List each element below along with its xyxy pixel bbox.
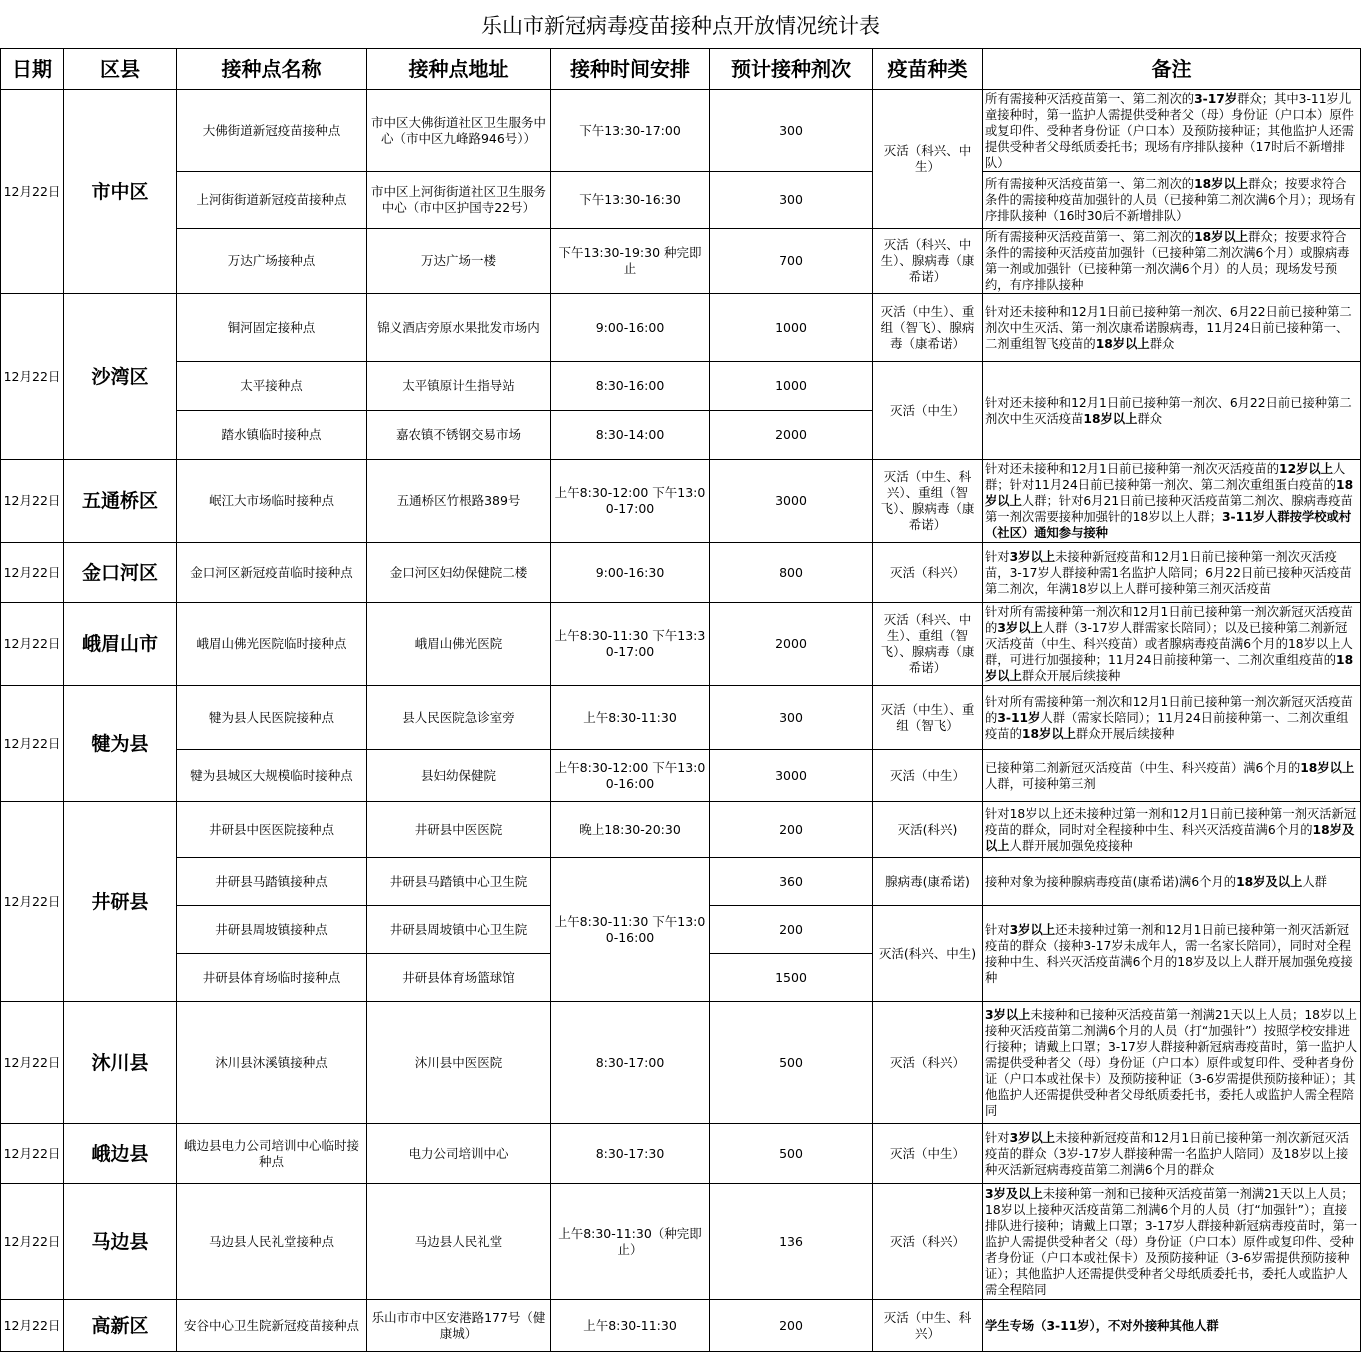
schedule-cell: 8:30-17:00 — [551, 1002, 710, 1124]
schedule-cell: 9:00-16:00 — [551, 294, 710, 362]
doses-cell: 1000 — [710, 294, 873, 362]
note-emphasis: 3-11岁 — [997, 710, 1041, 725]
schedule-cell: 下午13:30-19:30 种完即止 — [551, 229, 710, 294]
notes-cell — [983, 686, 1361, 750]
schedule-cell: 下午13:30-17:00 — [551, 90, 710, 172]
doses-cell: 3000 — [710, 750, 873, 802]
schedule-cell: 下午13:30-16:30 — [551, 172, 710, 229]
site-address-cell: 万达广场一楼 — [367, 229, 551, 294]
note-emphasis: 3岁以上 — [1009, 1130, 1056, 1145]
vaccine-cell: 腺病毒(康希诺) — [873, 858, 983, 906]
doses-cell: 500 — [710, 1124, 873, 1184]
table-row — [1, 460, 1361, 543]
table-row — [1, 858, 1361, 906]
schedule-cell: 上午8:30-11:30 — [551, 1300, 710, 1352]
schedule-cell: 上午8:30-12:00 下午13:00-16:00 — [551, 750, 710, 802]
schedule-cell: 晚上18:30-20:30 — [551, 802, 710, 858]
note-text: 人群，可接种第三剂 — [985, 776, 1096, 791]
note-text: 群众 — [1137, 411, 1163, 426]
date-cell: 12月22日 — [1, 1002, 64, 1124]
schedule-cell: 上午8:30-11:30 — [551, 686, 710, 750]
note-emphasis: 学生专场（3-11岁），不对外接种其他人群 — [985, 1318, 1219, 1333]
site-name-cell: 井研县周坡镇接种点 — [177, 906, 367, 954]
notes-cell — [983, 172, 1361, 229]
notes-cell — [983, 750, 1361, 802]
notes-cell — [983, 543, 1361, 603]
date-cell: 12月22日 — [1, 90, 64, 294]
note-text: 所有需接种灭活疫苗第一、第二剂次的 — [985, 91, 1195, 106]
site-address-cell: 县妇幼保健院 — [367, 750, 551, 802]
schedule-cell: 9:00-16:30 — [551, 543, 710, 603]
schedule-cell: 上午8:30-11:30 下午13:00-16:00 — [551, 858, 710, 1002]
note-emphasis: 18岁以上 — [1021, 726, 1076, 741]
site-address-cell: 锦义酒店旁原水果批发市场内 — [367, 294, 551, 362]
table-body — [1, 90, 1361, 1352]
site-name-cell: 岷江大市场临时接种点 — [177, 460, 367, 543]
district-cell: 五通桥区 — [64, 460, 177, 543]
notes-cell — [983, 229, 1361, 294]
date-cell: 12月22日 — [1, 294, 64, 460]
site-name-cell: 马边县人民礼堂接种点 — [177, 1184, 367, 1300]
note-emphasis: 3岁以上 — [985, 1007, 1031, 1022]
site-name-cell: 犍为县人民医院接种点 — [177, 686, 367, 750]
page-title: 乐山市新冠病毒疫苗接种点开放情况统计表 — [481, 14, 880, 38]
note-text: 已接种第二剂新冠灭活疫苗（中生、科兴疫苗）满6个月的 — [985, 760, 1301, 775]
note-text: 所有需接种灭活疫苗第一、第二剂次的 — [985, 230, 1195, 244]
note-emphasis: 12岁以上 — [1279, 462, 1334, 476]
vaccine-cell: 灭活（科兴） — [873, 1184, 983, 1300]
note-text: 人群；针对6月21日前已接种灭活疫苗第二剂次、腺病毒疫苗第一剂次需要接种加强针的18岁以上人群； — [985, 494, 1353, 524]
note-text: 针对所有需接种第一剂次和12月1日前已接种第一剂次新冠灭活疫苗的 — [985, 694, 1353, 725]
vaccine-cell: 灭活（中生）、重组（智飞）、腺病毒（康希诺） — [873, 294, 983, 362]
table-row — [1, 543, 1361, 603]
note-text: 针对 — [985, 922, 1010, 937]
note-text: 针对 — [985, 549, 1010, 564]
table-row — [1, 294, 1361, 362]
header-notes: 备注 — [983, 49, 1361, 90]
note-text: 人群 — [1302, 874, 1327, 889]
note-text: 还未接种过第一剂和12月1日前已接种第一剂灭活新冠疫苗的群众（接种3-17岁未成年人，需一名家长陪同），同时对全程接种中生、科兴灭活疫苗满6个月的18岁及以上人群开展加强免疫接种 — [985, 922, 1353, 985]
vaccine-cell: 灭活(科兴、中生) — [873, 906, 983, 1002]
date-cell: 12月22日 — [1, 603, 64, 686]
district-cell: 峨边县 — [64, 1124, 177, 1184]
note-emphasis: 18岁以上 — [985, 653, 1354, 683]
site-name-cell: 峨眉山佛光医院临时接种点 — [177, 603, 367, 686]
notes-cell — [983, 802, 1361, 858]
note-text: 群众；按要求符合条件的需接种疫苗加强针的人员（已接种第二剂次满6个月）；现场有序排队接种（16时30后不新增排队） — [985, 177, 1356, 223]
doses-cell: 300 — [710, 90, 873, 172]
date-cell: 12月22日 — [1, 460, 64, 543]
site-address-cell: 井研县中医医院 — [367, 802, 551, 858]
note-emphasis: 18岁以上 — [1083, 411, 1138, 426]
notes-cell — [983, 1184, 1361, 1300]
site-name-cell: 上河街街道新冠疫苗接种点 — [177, 172, 367, 229]
site-name-cell: 峨边县电力公司培训中心临时接种点 — [177, 1124, 367, 1184]
notes-cell — [983, 90, 1361, 172]
date-cell: 12月22日 — [1, 1300, 64, 1352]
district-cell: 井研县 — [64, 802, 177, 1002]
site-address-cell: 县人民医院急诊室旁 — [367, 686, 551, 750]
site-address-cell: 峨眉山佛光医院 — [367, 603, 551, 686]
table-row — [1, 1002, 1361, 1124]
site-name-cell: 大佛街道新冠疫苗接种点 — [177, 90, 367, 172]
site-name-cell: 犍为县城区大规模临时接种点 — [177, 750, 367, 802]
header-doses: 预计接种剂次 — [710, 49, 873, 90]
site-address-cell: 电力公司培训中心 — [367, 1124, 551, 1184]
vaccine-cell: 灭活（中生） — [873, 362, 983, 460]
notes-cell — [983, 362, 1361, 460]
notes-cell — [983, 294, 1361, 362]
vaccine-cell: 灭活(科兴) — [873, 802, 983, 858]
note-text: 未接种新冠疫苗和12月1日前已接种第一剂次新冠灭活疫苗的群众（3岁-17岁人群接种需一名监护人陪同）及18岁以上接种灭活新冠病毒疫苗第二剂满6个月的群众 — [985, 1130, 1350, 1177]
header-vaccine: 疫苗种类 — [873, 49, 983, 90]
doses-cell: 800 — [710, 543, 873, 603]
note-text: 未接种新冠疫苗和12月1日前已接种第一剂次灭活疫苗，3-17岁人群接种需1名监护人陪同；6月22日前已接种灭活疫苗第二剂次，年满18岁以上人群可接种第三剂灭活疫苗 — [985, 549, 1352, 596]
table-row — [1, 229, 1361, 294]
doses-cell: 200 — [710, 906, 873, 954]
site-address-cell: 马边县人民礼堂 — [367, 1184, 551, 1300]
vaccine-cell: 灭活（科兴、中生）、重组（智飞）、腺病毒（康希诺） — [873, 603, 983, 686]
vaccine-cell: 灭活（中生、科兴）、重组（智飞）、腺病毒（康希诺） — [873, 460, 983, 543]
doses-cell: 360 — [710, 858, 873, 906]
date-cell: 12月22日 — [1, 686, 64, 802]
district-cell: 犍为县 — [64, 686, 177, 802]
site-address-cell: 金口河区妇幼保健院二楼 — [367, 543, 551, 603]
site-address-cell: 井研县体育场篮球馆 — [367, 954, 551, 1002]
site-address-cell: 井研县马踏镇中心卫生院 — [367, 858, 551, 906]
header-district: 区县 — [64, 49, 177, 90]
site-name-cell: 井研县马踏镇接种点 — [177, 858, 367, 906]
note-emphasis: 18岁以上 — [1095, 336, 1150, 351]
site-name-cell: 万达广场接种点 — [177, 229, 367, 294]
date-cell: 12月22日 — [1, 1184, 64, 1300]
site-name-cell: 安谷中心卫生院新冠疫苗接种点 — [177, 1300, 367, 1352]
district-cell: 沙湾区 — [64, 294, 177, 460]
site-address-cell: 市中区大佛街道社区卫生服务中心（市中区九峰路946号）） — [367, 90, 551, 172]
vaccine-cell: 灭活（科兴、中生）、腺病毒（康希诺） — [873, 229, 983, 294]
schedule-cell: 上午8:30-11:30 下午13:30-17:00 — [551, 603, 710, 686]
note-emphasis: 18岁以上 — [985, 478, 1354, 508]
note-emphasis: 18岁以上 — [1194, 230, 1249, 244]
note-emphasis: 3岁及以上 — [985, 1186, 1043, 1201]
doses-cell: 2000 — [710, 411, 873, 460]
note-text: 群众 — [1149, 336, 1175, 351]
header-date: 日期 — [1, 49, 64, 90]
header-schedule: 接种时间安排 — [551, 49, 710, 90]
note-text: 针对所有需接种第一剂次和12月1日前已接种第一剂次新冠灭活疫苗的 — [985, 605, 1353, 635]
site-name-cell: 沐川县沐溪镇接种点 — [177, 1002, 367, 1124]
note-text: 人群；针对11月24日前已接种第一剂次、第二剂次重组蛋白疫苗的 — [985, 462, 1346, 492]
site-name-cell: 太平接种点 — [177, 362, 367, 411]
note-emphasis: 3-17岁 — [1194, 91, 1238, 106]
district-cell: 沐川县 — [64, 1002, 177, 1124]
note-text: 群众；按要求符合条件的需接种灭活疫苗加强针（已接种第二剂次满6个月）或腺病毒第一剂或加强针（已接种第一剂次满6个月）的人员；现场发号预约，有序排队接种 — [985, 230, 1350, 292]
note-text: 接种对象为接种腺病毒疫苗(康希诺)满6个月的 — [985, 874, 1237, 889]
doses-cell: 300 — [710, 686, 873, 750]
note-emphasis: 3岁以上 — [997, 621, 1043, 635]
table-row — [1, 750, 1361, 802]
date-cell: 12月22日 — [1, 1124, 64, 1184]
doses-cell: 2000 — [710, 603, 873, 686]
district-cell: 金口河区 — [64, 543, 177, 603]
table-row — [1, 1184, 1361, 1300]
schedule-cell: 上午8:30-11:30（种完即止） — [551, 1184, 710, 1300]
table-row — [1, 362, 1361, 411]
schedule-cell: 8:30-17:30 — [551, 1124, 710, 1184]
doses-cell: 200 — [710, 802, 873, 858]
district-cell: 马边县 — [64, 1184, 177, 1300]
vaccine-cell: 灭活（科兴、中生） — [873, 90, 983, 229]
notes-cell — [983, 603, 1361, 686]
header-site-name: 接种点名称 — [177, 49, 367, 90]
district-cell: 高新区 — [64, 1300, 177, 1352]
notes-cell — [983, 1300, 1361, 1352]
note-emphasis: 3岁以上 — [1009, 922, 1056, 937]
site-address-cell: 嘉农镇不锈钢交易市场 — [367, 411, 551, 460]
site-name-cell: 金口河区新冠疫苗临时接种点 — [177, 543, 367, 603]
note-emphasis: 3岁以上 — [1009, 549, 1056, 564]
table-row — [1, 90, 1361, 172]
site-name-cell: 踏水镇临时接种点 — [177, 411, 367, 460]
note-emphasis: 18岁及以上 — [985, 822, 1355, 853]
table-row — [1, 1300, 1361, 1352]
doses-cell: 700 — [710, 229, 873, 294]
notes-cell — [983, 1002, 1361, 1124]
district-cell: 峨眉山市 — [64, 603, 177, 686]
doses-cell: 1000 — [710, 362, 873, 411]
note-emphasis: 18岁以上 — [1194, 177, 1249, 191]
note-emphasis: 18岁以上 — [1300, 760, 1355, 775]
note-text: 所有需接种灭活疫苗第一、第二剂次的 — [985, 177, 1195, 191]
header-site-address: 接种点地址 — [367, 49, 551, 90]
date-cell: 12月22日 — [1, 802, 64, 1002]
note-text: 针对还未接种和12月1日前已接种第一剂次灭活疫苗的 — [985, 462, 1280, 476]
note-text: 人群（需家长陪同）；11月24日前接种第一、二剂次重组疫苗的 — [985, 710, 1349, 741]
vaccination-sites-table — [0, 48, 1361, 1352]
vaccine-cell: 灭活（中生） — [873, 750, 983, 802]
vaccine-cell: 灭活（中生）、重组（智飞） — [873, 686, 983, 750]
vaccine-cell: 灭活（科兴） — [873, 1002, 983, 1124]
schedule-cell: 8:30-16:00 — [551, 362, 710, 411]
site-name-cell: 铜河固定接种点 — [177, 294, 367, 362]
note-text: 群众开展后续接种 — [1075, 726, 1175, 741]
notes-cell — [983, 858, 1361, 906]
notes-cell — [983, 906, 1361, 1002]
doses-cell: 200 — [710, 1300, 873, 1352]
note-text: 针对 — [985, 1130, 1010, 1145]
note-text: 人群（3-17岁人群需家长陪同）；以及已接种第二剂新冠灭活疫苗（中生、科兴疫苗）或者腺病毒疫苗满6个月的18岁以上人群，可进行加强接种；11月24日前接种第一、二剂次重组疫苗的 — [985, 621, 1353, 667]
note-text: 未接种和已接种灭活疫苗第一剂满21天以上人员；18岁以上接种灭活疫苗第二剂满6个月的人员（打“加强针”）按照学校安排进行接种；请戴上口罩；3-17岁人群接种新冠病毒疫苗时，第一监护人需提供受种者父（母）身份证（户口本）原件或复印件、受种者身份证（户口本或社保卡）及预防接种证（3-6岁需提供预防接种证）；其他监护人还需提供受种者父母纸质委托书，委托人或监护人需全程陪同 — [985, 1007, 1358, 1118]
note-emphasis: 3-11岁人群按学校或村（社区）通知参与接种 — [985, 510, 1352, 540]
schedule-cell: 8:30-14:00 — [551, 411, 710, 460]
doses-cell: 500 — [710, 1002, 873, 1124]
notes-cell — [983, 460, 1361, 543]
note-emphasis: 18岁及以上 — [1236, 874, 1303, 889]
note-text: 未接种第一剂和已接种灭活疫苗第一剂满21天以上人员；18岁以上接种灭活疫苗第二剂满6个月的人员（打“加强针”）；直接排队进行接种；请戴上口罩；3-17岁人群接种新冠病毒疫苗时，第一监护人需提供受种者父（母）身份证（户口本）原件或复印件、受种者身份证（户口本或社保卡）及预防接种证（3-6岁需提供预防接种证）；其他监护人还需提供受种者父母纸质委托书，委托人或监护人需全程陪同 — [985, 1186, 1358, 1297]
note-text: 群众开展后续接种 — [1021, 669, 1121, 683]
site-address-cell: 井研县周坡镇中心卫生院 — [367, 906, 551, 954]
site-address-cell: 市中区上河街街道社区卫生服务中心（市中区护国寺22号） — [367, 172, 551, 229]
table-row — [1, 603, 1361, 686]
site-address-cell: 太平镇原计生指导站 — [367, 362, 551, 411]
site-name-cell: 井研县体育场临时接种点 — [177, 954, 367, 1002]
vaccine-cell: 灭活（中生） — [873, 1124, 983, 1184]
doses-cell: 3000 — [710, 460, 873, 543]
note-text: 群众；其中3-11岁儿童接种时，第一监护人需提供受种者父（母）身份证（户口本）原件或复印件、受种者身份证（户口本）及预防接种证；其他监护人还需提供受种者父母纸质委托书；现场有序排队接种（17时后不新增排队） — [985, 91, 1354, 170]
note-text: 人群开展加强免疫接种 — [1009, 838, 1133, 853]
doses-cell: 136 — [710, 1184, 873, 1300]
table-row — [1, 686, 1361, 750]
note-text: 针对18岁以上还未接种过第一剂和12月1日前已接种第一剂灭活新冠疫苗的群众，同时对全程接种中生、科兴灭活疫苗满6个月的 — [985, 806, 1357, 837]
notes-cell — [983, 1124, 1361, 1184]
site-address-cell: 乐山市市中区安港路177号（健康城） — [367, 1300, 551, 1352]
note-text: 针对还未接种和12月1日前已接种第一剂次、6月22日前已接种第二剂次中生灭活、第一剂次康希诺腺病毒，11月24日前已接种第一、二剂重组智飞疫苗的 — [985, 304, 1352, 351]
table-row — [1, 1124, 1361, 1184]
doses-cell: 1500 — [710, 954, 873, 1002]
vaccine-cell: 灭活（中生、科兴） — [873, 1300, 983, 1352]
schedule-cell: 上午8:30-12:00 下午13:00-17:00 — [551, 460, 710, 543]
table-row — [1, 172, 1361, 229]
table-row — [1, 802, 1361, 858]
date-cell: 12月22日 — [1, 543, 64, 603]
vaccine-cell: 灭活（科兴） — [873, 543, 983, 603]
site-address-cell: 五通桥区竹根路389号 — [367, 460, 551, 543]
site-address-cell: 沐川县中医医院 — [367, 1002, 551, 1124]
doses-cell: 300 — [710, 172, 873, 229]
note-text: 针对还未接种和12月1日前已接种第一剂次、6月22日前已接种第二剂次中生灭活疫苗 — [985, 395, 1352, 426]
site-name-cell: 井研县中医医院接种点 — [177, 802, 367, 858]
district-cell: 市中区 — [64, 90, 177, 294]
header-row — [1, 49, 1361, 90]
